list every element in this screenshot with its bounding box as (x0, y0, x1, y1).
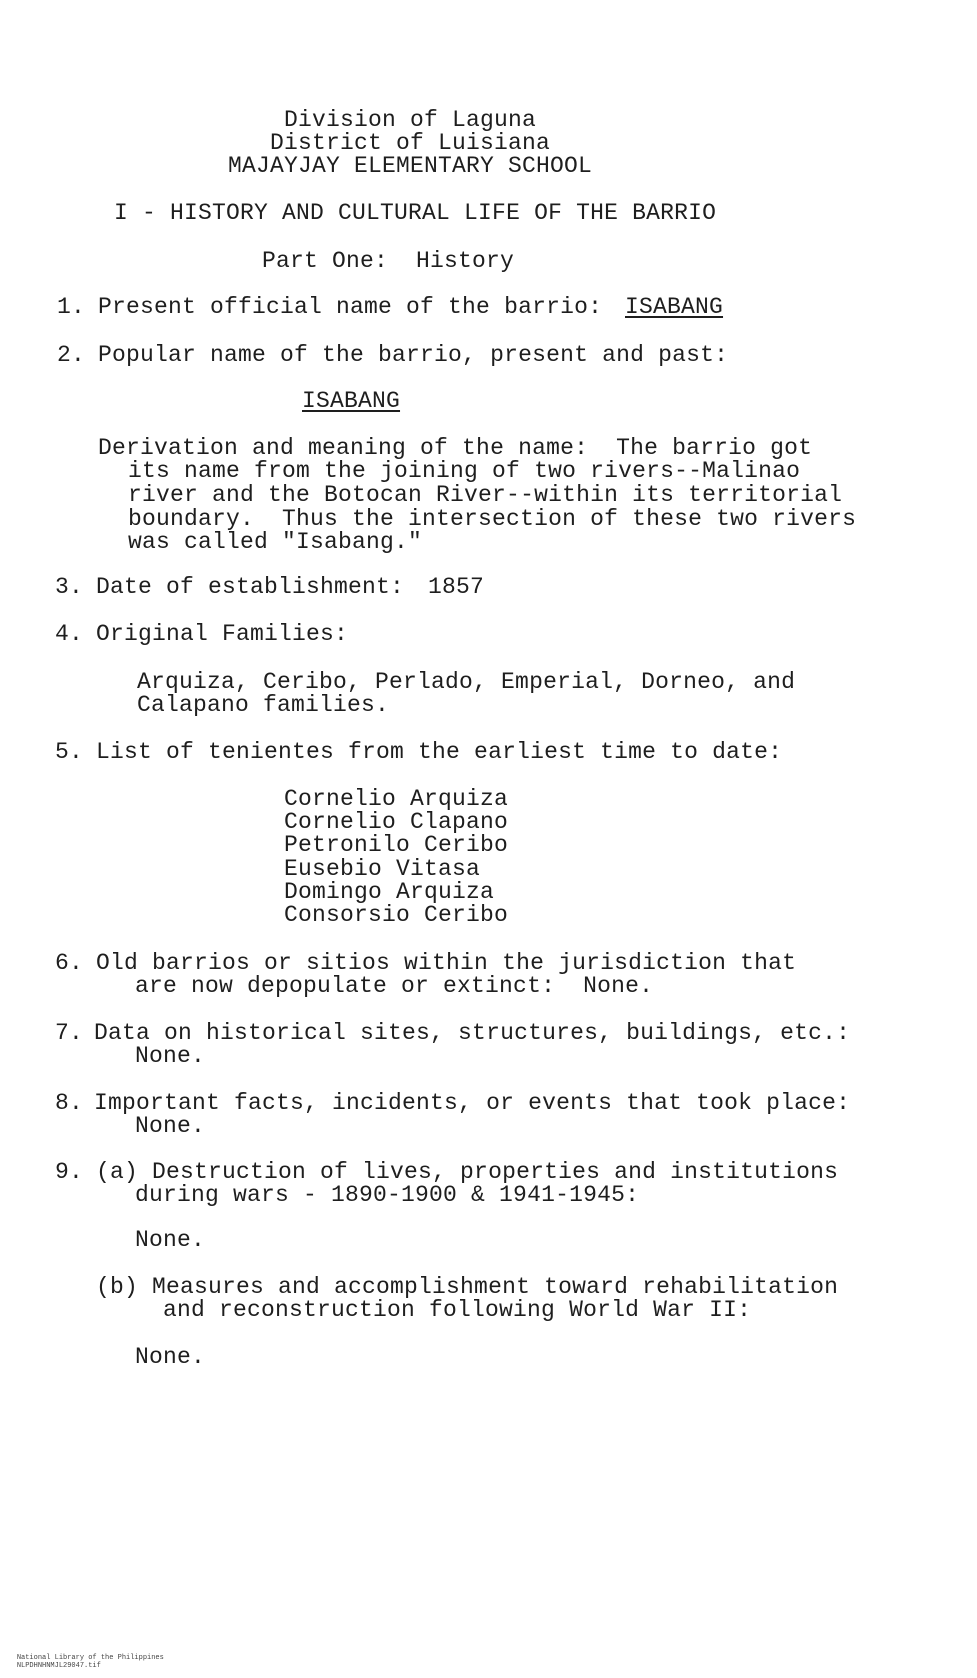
teniente-name: Cornelio Arquiza (284, 786, 509, 812)
item9a-line: during wars - 1890-1900 & 1941-1945: (135, 1182, 640, 1208)
item7-line: Data on historical sites, structures, buildings, etc.: (94, 1020, 851, 1046)
item1-number: 1. (57, 294, 86, 320)
item2-value: ISABANG (302, 388, 401, 414)
teniente-name: Cornelio Clapano (284, 809, 509, 835)
item6-number: 6. (55, 950, 84, 976)
item3-number: 3. (55, 574, 84, 600)
item2-number: 2. (57, 342, 86, 368)
item9b-line: and reconstruction following World War II: (163, 1297, 752, 1323)
derivation-line: river and the Botocan River--within its territorial (128, 482, 843, 508)
scan-footer (0, 1646, 188, 1678)
teniente-name: Consorsio Ceribo (284, 902, 509, 928)
item4-label: Original Families: (96, 621, 349, 647)
item9-number: 9. (55, 1159, 84, 1185)
item8-number: 8. (55, 1090, 84, 1116)
item5-label: List of tenientes from the earliest time to date: (96, 739, 783, 765)
item7-number: 7. (55, 1020, 84, 1046)
item9b-answer: None. (135, 1344, 206, 1370)
derivation-line: boundary. Thus the intersection of these two rivers (128, 506, 857, 532)
teniente-name: Domingo Arquiza (284, 879, 495, 905)
families-line: Arquiza, Ceribo, Perlado, Emperial, Dorneo, and (137, 669, 796, 695)
item8-answer: None. (135, 1113, 206, 1139)
item6-line: Old barrios or sitios within the jurisdiction that (96, 950, 797, 976)
item3-value: 1857 (428, 574, 485, 600)
item1-label: Present official name of the barrio: (98, 294, 603, 320)
families-line: Calapano families. (137, 692, 390, 718)
item4-number: 4. (55, 621, 84, 647)
division-heading: Division of Laguna (283, 107, 537, 133)
item9a-answer: None. (135, 1227, 206, 1253)
section-title: I - HISTORY AND CULTURAL LIFE OF THE BARRIO (114, 200, 717, 226)
derivation-line: was called "Isabang." (128, 529, 423, 555)
item3-label: Date of establishment: (96, 574, 405, 600)
item2-label: Popular name of the barrio, present and past: (98, 342, 729, 368)
derivation-line: Derivation and meaning of the name: The barrio got (98, 435, 813, 461)
item7-answer: None. (135, 1043, 206, 1069)
item5-number: 5. (55, 739, 84, 765)
item1-value: ISABANG (625, 294, 724, 320)
district-heading: District of Luisiana (269, 130, 551, 156)
teniente-name: Eusebio Vitasa (284, 856, 481, 882)
item8-line: Important facts, incidents, or events that took place: (94, 1090, 851, 1116)
part-title: Part One: History (262, 248, 515, 274)
footer-library: National Library of the Philippines (16, 1654, 164, 1662)
school-heading: MAJAYJAY ELEMENTARY SCHOOL (227, 153, 593, 179)
teniente-name: Petronilo Ceribo (284, 832, 509, 858)
footer-file: NLPDHNHNMJL29047.tif (16, 1662, 101, 1670)
derivation-line: its name from the joining of two rivers--Malinao (128, 458, 801, 484)
item6-line: are now depopulate or extinct: None. (135, 973, 654, 999)
item9a-line: (a) Destruction of lives, properties and institutions (96, 1159, 839, 1185)
item9b-line: (b) Measures and accomplishment toward rehabilitation (96, 1274, 839, 1300)
